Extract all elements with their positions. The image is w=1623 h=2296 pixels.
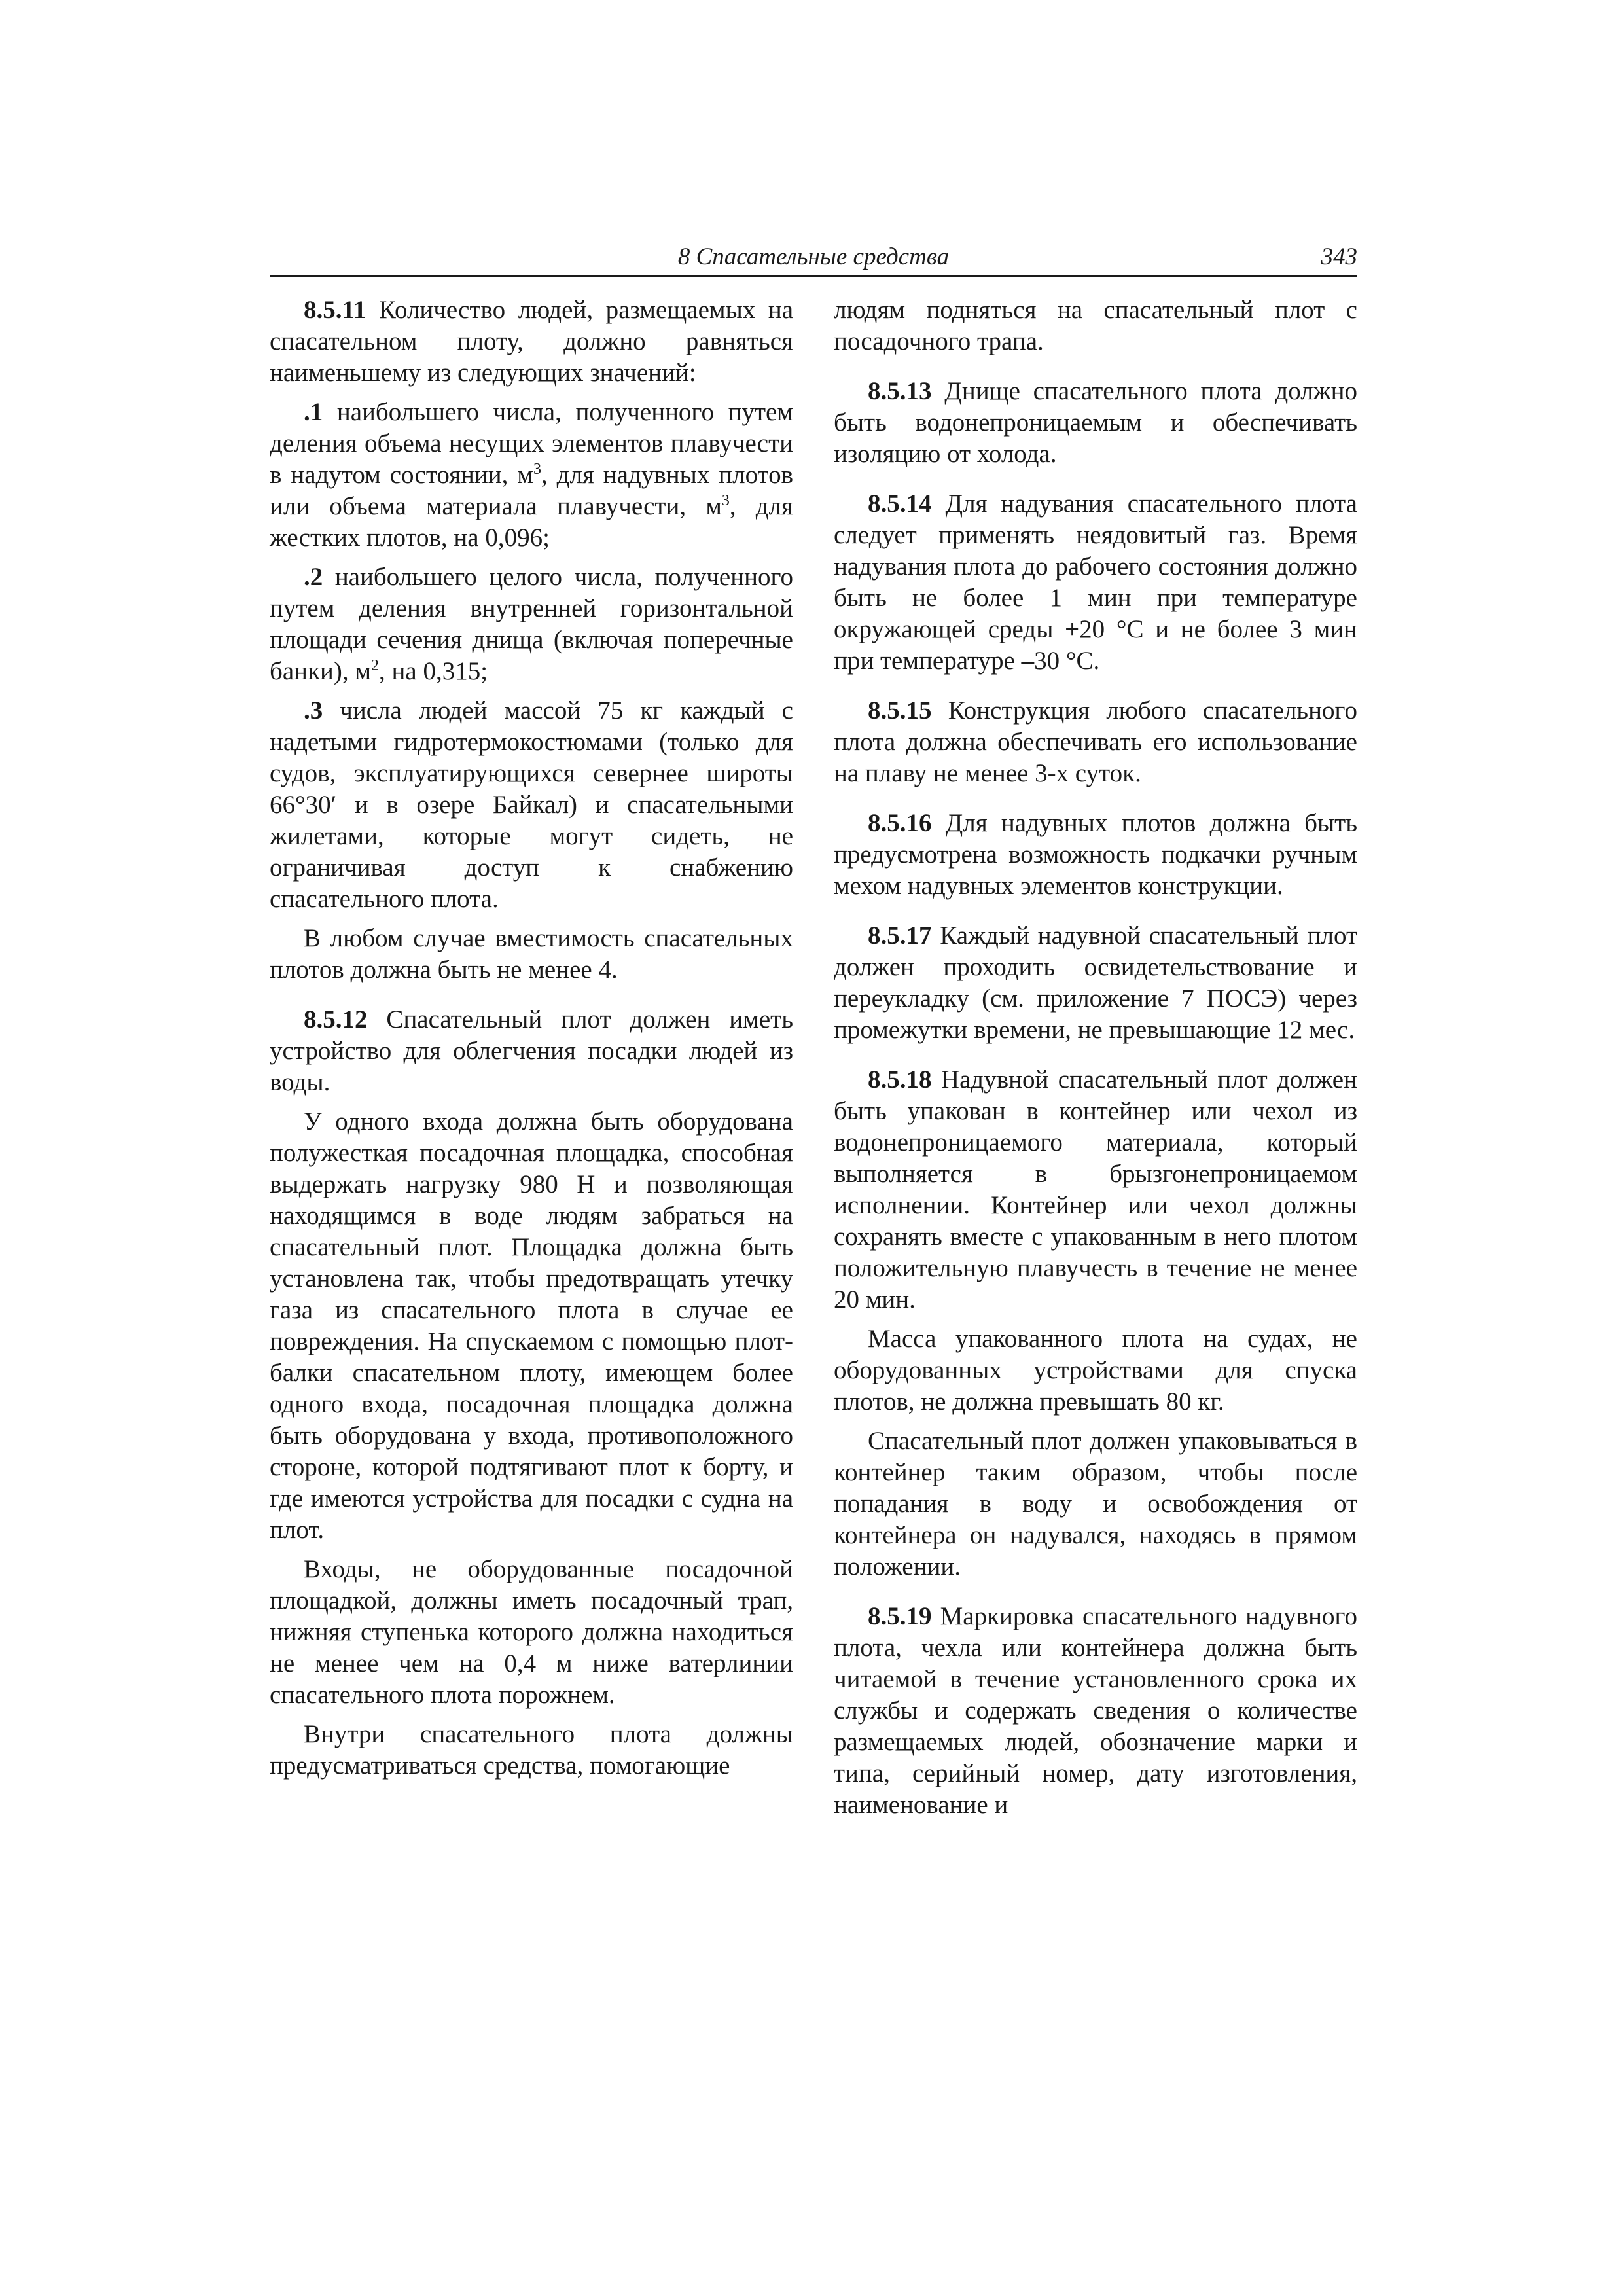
clause-number: 8.5.15 <box>868 696 932 725</box>
paragraph-entries: Входы, не оборудованные посадочной площадкой, должны иметь посадочный трап, нижняя ступенька которого должна находиться не менее чем на 0,4 м ниже ватерлинии спасательного плота порожнем. <box>270 1555 793 1709</box>
item-text: наибольшего целого числа, полученного путем деления внутренней горизонтальной площади сечения днища (включая поперечные банки), м <box>270 563 793 685</box>
item-number: .1 <box>304 398 323 426</box>
item-text: , для надувных плотов или объема материала плавучести, м <box>270 461 793 520</box>
page-header <box>270 241 1357 277</box>
paragraph-text: Маркировка спасательного надувного плота, чехла или контейнера должна быть читаемой в течение установленного срока их службы и содержать сведения о количестве размещаемых людей, обозначение марки и типа, серийный номер, дату изготовления, наименование и <box>834 1602 1357 1819</box>
superscript: 2 <box>371 657 380 674</box>
paragraph-8-5-19 <box>834 1601 1357 1821</box>
paragraph-mass: Масса упакованного плота на судах, не оборудованных устройствами для спуска плотов, не должна превышать 80 кг. <box>834 1325 1357 1416</box>
clause-number: 8.5.14 <box>868 490 932 518</box>
item-text: числа людей массой 75 кг каждый с надетыми гидротермокостюмами (только для судов, эксплуатирующихся севернее широты 66°30′ и в озере Байкал) и спасательными жилетами, которые могут сидеть, не ограничивая доступ к снабжению спасательного плота. <box>270 696 793 913</box>
paragraph-text: Количество людей, размещаемых на спасательном плоту, должно равняться наименьшему из следующих значений: <box>270 296 793 387</box>
paragraph-text: Спасательный плот должен иметь устройство для облегчения посадки людей из воды. <box>270 1005 793 1096</box>
paragraph-8-5-14 <box>834 488 1357 677</box>
paragraph-text: Для надувных плотов должна быть предусмотрена возможность подкачки ручным мехом надувных элементов конструкции. <box>834 809 1357 900</box>
right-column <box>834 295 1357 1931</box>
paragraph-8-5-15 <box>834 695 1357 789</box>
paragraph-capacity: В любом случае вместимость спасательных плотов должна быть не менее 4. <box>270 924 793 984</box>
clause-number: 8.5.13 <box>868 377 932 405</box>
paragraph-8-5-12 <box>270 1004 793 1098</box>
clause-number: 8.5.12 <box>304 1005 368 1033</box>
page-number: 343 <box>1321 243 1357 270</box>
paragraph-text: Для надувания спасательного плота следует применять неядовитый газ. Время надувания плота до рабочего состояния должно быть не более 1 мин при температуре окружающей среды +20 °С и не более 3 мин при температуре –30 °С. <box>834 490 1357 675</box>
paragraph-inside: Внутри спасательного плота должны предусматриваться средства, помогающие <box>270 1720 793 1780</box>
list-item-1 <box>270 397 793 554</box>
paragraph-8-5-13 <box>834 376 1357 470</box>
left-column <box>270 295 793 1931</box>
paragraph-8-5-18 <box>834 1064 1357 1316</box>
paragraph-text: Каждый надувной спасательный плот должен проходить освидетельствование и переукладку (см. приложение 7 ПОСЭ) через промежутки времени, не превышающие 12 мес. <box>834 922 1357 1044</box>
paragraph-text: Днище спасательного плота должно быть водонепроницаемым и обеспечивать изоляцию от холода. <box>834 377 1357 468</box>
item-number: .2 <box>304 563 323 591</box>
paragraph-packing: Спасательный плот должен упаковываться в контейнер таким образом, чтобы после попадания в воду и освобождения от контейнера он надувался, находясь в прямом положении. <box>834 1427 1357 1581</box>
paragraph-text: Надувной спасательный плот должен быть упакован в контейнер или чехол из водонепроницаемого материала, который выполняется в брызгонепроницаемом исполнении. Контейнер или чехол должны сохранять вместе с упакованным в него плотом положительную плавучесть в течение не менее 20 мин. <box>834 1066 1357 1314</box>
paragraph-text: Конструкция любого спасательного плота должна обеспечивать его использование на плаву не менее 3-х суток. <box>834 696 1357 787</box>
paragraph-continued: людям подняться на спасательный плот с посадочного трапа. <box>834 296 1357 355</box>
clause-number: 8.5.16 <box>868 809 932 837</box>
clause-number: 8.5.19 <box>868 1602 932 1630</box>
superscript: 3 <box>533 461 541 478</box>
paragraph-8-5-16 <box>834 808 1357 902</box>
clause-number: 8.5.18 <box>868 1066 932 1094</box>
paragraph-8-5-11 <box>270 295 793 389</box>
paragraph-entrance: У одного входа должна быть оборудована полужесткая посадочная площадка, способная выдержать нагрузку 980 Н и позволяющая находящимся в воде людям забраться на спасательный плот. Площадка должна быть установлена так, чтобы предотвращать утечку газа из спасательного плота в случае ее повреждения. На спускаемом с помощью плот-балки спасательном плоту, имеющем более одного входа, посадочная площадка должна быть оборудована у входа, противоположного стороне, которой подтягивают плот к борту, и где имеются устройства для посадки с судна на плот. <box>270 1107 793 1544</box>
superscript: 3 <box>721 492 730 509</box>
list-item-2 <box>270 562 793 687</box>
item-text: , для жестких плотов, на 0,096; <box>270 492 793 552</box>
paragraph-8-5-17 <box>834 920 1357 1046</box>
item-text: наибольшего числа, полученного путем деления объема несущих элементов плавучести в надутом состоянии, м <box>270 398 793 489</box>
item-text: , на 0,315; <box>379 657 488 685</box>
clause-number: 8.5.11 <box>304 296 366 324</box>
clause-number: 8.5.17 <box>868 922 932 950</box>
item-number: .3 <box>304 696 323 725</box>
list-item-3 <box>270 695 793 915</box>
running-title: 8 Спасательные средства <box>677 243 950 270</box>
